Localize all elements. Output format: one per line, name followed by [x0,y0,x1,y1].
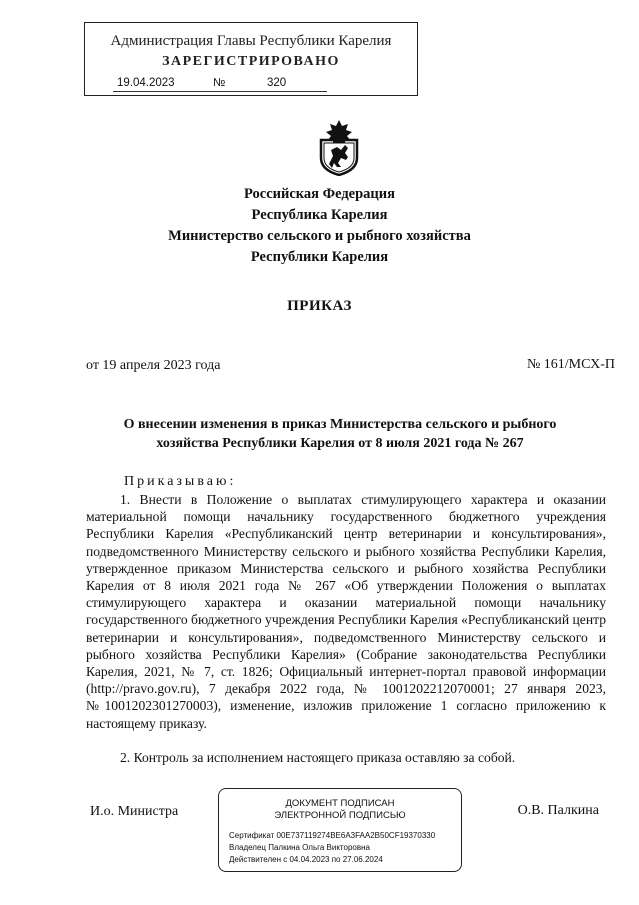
header-ministry-republic: Республики Карелия [250,249,389,265]
subject-line-1: О внесении изменения в приказ Министерства сельского и рыбного [123,417,557,432]
signatory-name: О.В. Палкина [517,803,599,818]
paragraph-1: 1. Внести в Положение о выплатах стимулирующего характера и оказании материальной помощи начальнику государственного бюджетного учреждения Республики Карелия «Республиканский центр ветеринарии и консультирования», подведомственного Министерству сельского и рыбного хозяйства Республики Карелия, утвержденное приказом Министерства сельского и рыбного хозяйства Республики Карелия от 8 июля 2021 года № 267 «Об утверждении Положения о выплатах стимулирующего характера и оказании материальной помощи начальнику государственного бюджетного учреждения Республики Карелия «Республиканский центр ветеринарии и консультирования», подведомственного Министерству сельского и рыбного хозяйства Республики Карелия» (Собрание законодательства Республики Карелия, 2021, № 7, ст. 1826; Официальный интернет-портал правовой информации (http://pravo.gov.ru), 7 декабря 2022 года, № 1001202212070001; 27 января 2023, №1001202301270003), изменение, изложив приложение 1 согласно приложению к настоящему приказу. [86,492,606,731]
stamp-authority: Администрация Главы Республики Карелия [110,33,392,49]
esign-certificate: Сертификат 00E737119274BE6A3FAA2B50CF19370330 [229,831,436,840]
stamp-number: 320 [267,77,287,89]
document-date: от 19 апреля 2023 года [86,358,221,373]
stamp-registered: ЗАРЕГИСТРИРОВАНО [162,54,340,69]
header-federation: Российская Федерация [244,186,395,202]
stamp-underline [113,91,327,92]
subject-line-2: хозяйства Республики Карелия от 8 июля 2021 года № 267 [156,436,524,451]
signatory-position: И.о. Министра [90,804,179,819]
esign-owner: Владелец Палкина Ольга Викторовна [229,843,370,852]
order-lead: Приказываю: [124,474,237,489]
paragraph-2: 2. Контроль за исполнением настоящего приказа оставляю за собой. [120,750,516,765]
header-ministry: Министерство сельского и рыбного хозяйства [168,228,471,244]
header-republic: Республика Карелия [251,207,388,223]
stamp-number-label: № [213,77,226,89]
esign-validity: Действителен с 04.04.2023 по 27.06.2024 [229,855,383,864]
document-number: № 161/МСХ-П [526,357,615,372]
esign-title-1: ДОКУМЕНТ ПОДПИСАН [285,798,395,809]
registration-stamp [84,22,418,96]
document-title: ПРИКАЗ [287,298,352,314]
electronic-signature-stamp [218,788,462,872]
coat-of-arms-icon [315,118,363,176]
stamp-date: 19.04.2023 [117,77,175,89]
esign-title-2: ЭЛЕКТРОННОЙ ПОДПИСЬЮ [274,810,406,821]
